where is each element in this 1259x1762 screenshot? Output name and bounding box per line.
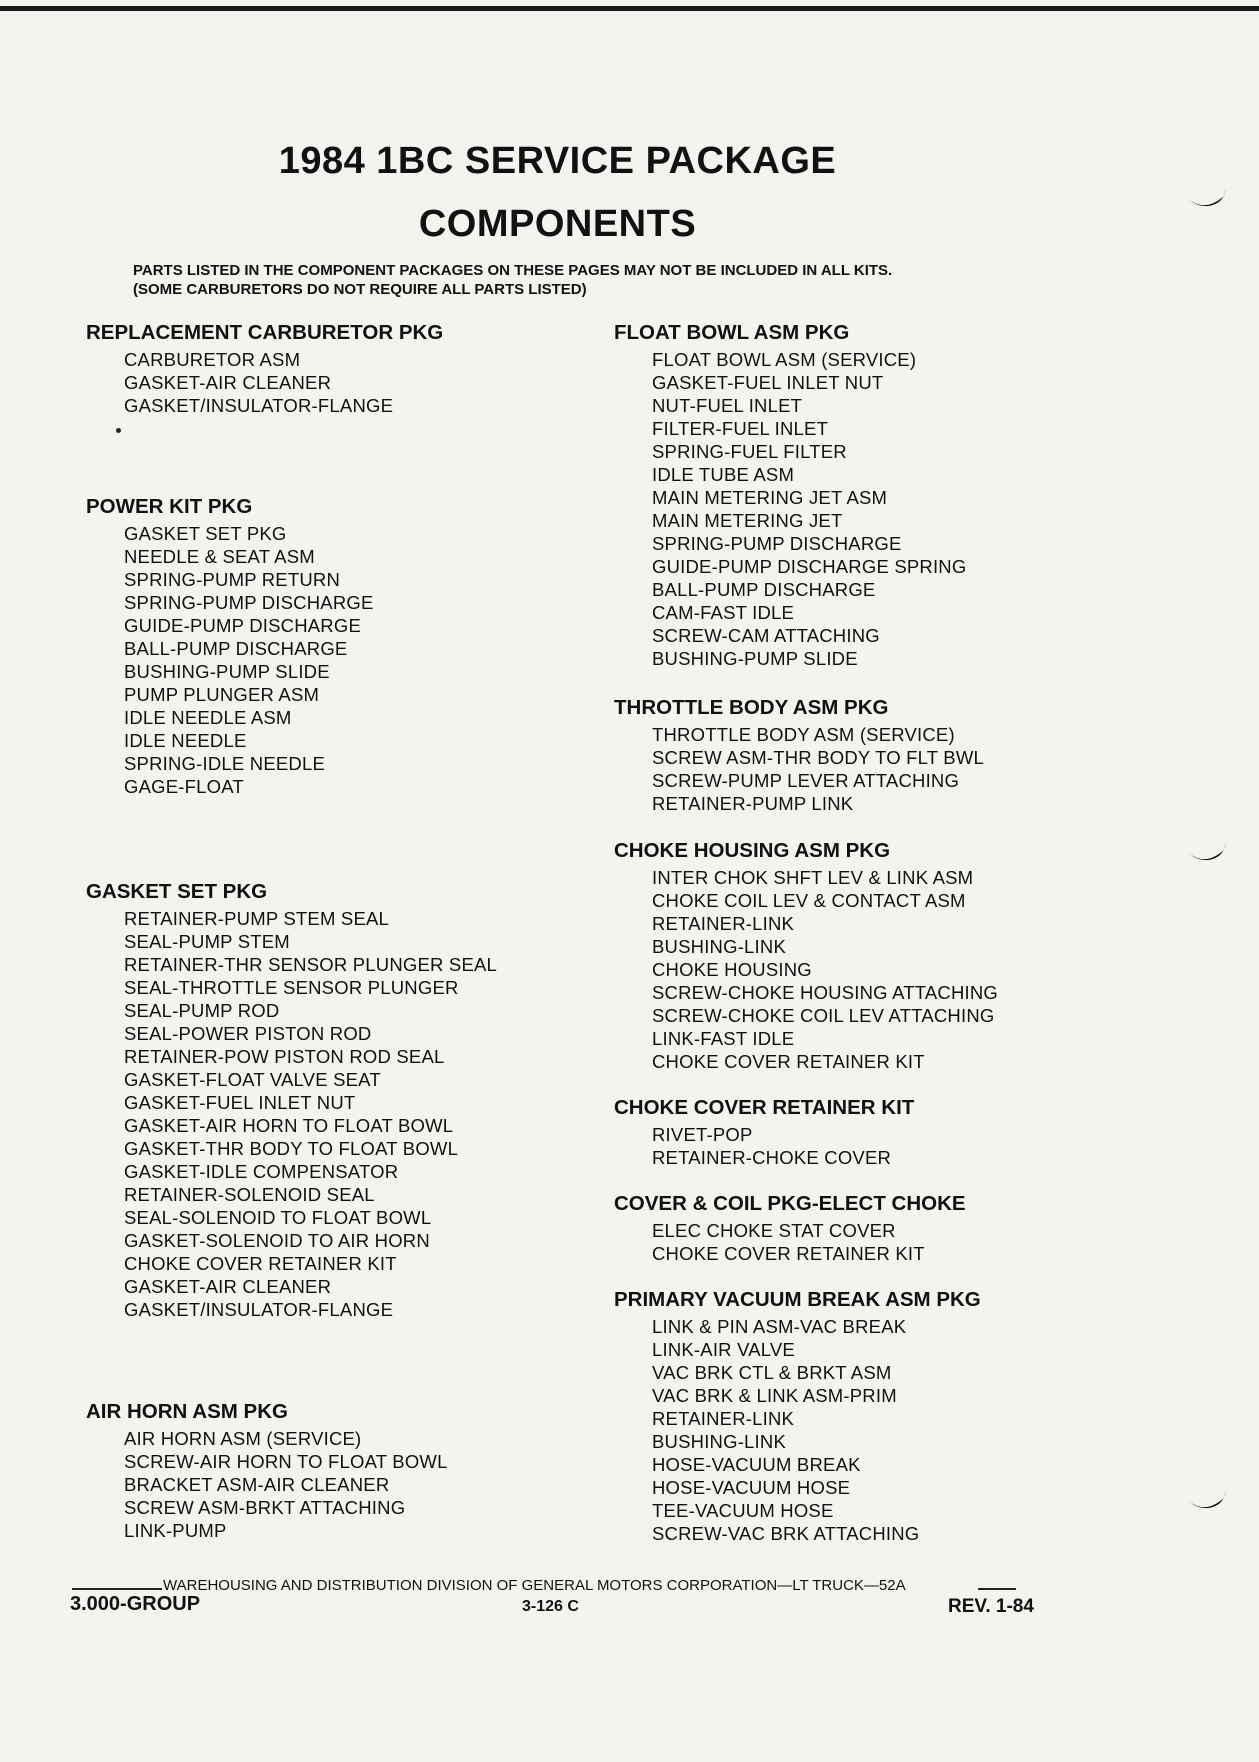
parts-list [86,907,497,1321]
part-item: CHOKE COIL LEV & CONTACT ASM [652,890,966,911]
part-item: SEAL-POWER PISTON ROD [124,1023,372,1044]
parts-notice [133,261,892,299]
part-item: LINK-PUMP [124,1520,227,1541]
part-item: GAGE-FLOAT [124,776,244,797]
package-choke-cover-retainer [614,1093,914,1169]
part-item: MAIN METERING JET [652,510,843,531]
part-item: SCREW ASM-BRKT ATTACHING [124,1497,406,1518]
part-item: SEAL-SOLENOID TO FLOAT BOWL [124,1207,432,1228]
part-item: FLOAT BOWL ASM (SERVICE) [652,349,917,370]
part-item: TEE-VACUUM HOSE [652,1500,834,1521]
part-item: GUIDE-PUMP DISCHARGE SPRING [652,556,967,577]
parts-list [614,1315,981,1545]
part-item: RETAINER-CHOKE COVER [652,1147,892,1168]
package-title: THROTTLE BODY ASM PKG [614,696,889,719]
package-title: CHOKE COVER RETAINER KIT [614,1096,915,1119]
package-title: FLOAT BOWL ASM PKG [614,321,850,344]
parts-list [614,1219,966,1265]
parts-list [86,348,443,417]
part-item: GASKET-THR BODY TO FLOAT BOWL [124,1138,459,1159]
part-item: CHOKE COVER RETAINER KIT [652,1051,925,1072]
part-item: ELEC CHOKE STAT COVER [652,1220,896,1241]
binder-hole-mark-middle [1188,840,1228,866]
part-item: RETAINER-POW PISTON ROD SEAL [124,1046,445,1067]
part-item: NUT-FUEL INLET [652,395,803,416]
part-item: THROTTLE BODY ASM (SERVICE) [652,724,955,745]
part-item: BUSHING-LINK [652,1431,786,1452]
parts-list [614,866,998,1073]
part-item: RETAINER-LINK [652,1408,795,1429]
part-item: SPRING-PUMP DISCHARGE [124,592,374,613]
parts-list [86,1427,448,1542]
footer-revision: REV. 1-84 [948,1596,1034,1617]
binder-hole-mark-top [1188,186,1228,212]
part-item: GASKET-FUEL INLET NUT [124,1092,356,1113]
part-item: GASKET SET PKG [124,523,287,544]
part-item: CAM-FAST IDLE [652,602,795,623]
package-title: POWER KIT PKG [86,495,253,518]
package-title: REPLACEMENT CARBURETOR PKG [86,321,444,344]
part-item: GASKET-AIR CLEANER [124,1276,332,1297]
part-item: GASKET/INSULATOR-FLANGE [124,395,394,416]
part-item: INTER CHOK SHFT LEV & LINK ASM [652,867,974,888]
package-cover-coil-elect-choke [614,1189,966,1265]
package-choke-housing [614,836,998,1073]
part-item: SPRING-PUMP RETURN [124,569,341,590]
part-item: SCREW-CAM ATTACHING [652,625,880,646]
part-item: IDLE NEEDLE ASM [124,707,292,728]
part-item: GASKET-FLOAT VALVE SEAT [124,1069,381,1090]
part-item: SPRING-IDLE NEEDLE [124,753,325,774]
part-item: BUSHING-PUMP SLIDE [124,661,330,682]
part-item: RETAINER-LINK [652,913,795,934]
part-item: RETAINER-PUMP LINK [652,793,854,814]
part-item: LINK & PIN ASM-VAC BREAK [652,1316,907,1337]
part-item: IDLE TUBE ASM [652,464,795,485]
part-item: AIR HORN ASM (SERVICE) [124,1428,362,1449]
part-item: GASKET-AIR HORN TO FLOAT BOWL [124,1115,454,1136]
part-item: SCREW-AIR HORN TO FLOAT BOWL [124,1451,448,1472]
part-item: PUMP PLUNGER ASM [124,684,320,705]
package-float-bowl [614,318,966,670]
part-item: RETAINER-THR SENSOR PLUNGER SEAL [124,954,498,975]
part-item: RETAINER-SOLENOID SEAL [124,1184,375,1205]
part-item: RETAINER-PUMP STEM SEAL [124,908,390,929]
part-item: NEEDLE & SEAT ASM [124,546,315,567]
package-title: GASKET SET PKG [86,880,268,903]
part-item: SCREW-PUMP LEVER ATTACHING [652,770,960,791]
bullet-mark [116,428,121,433]
parts-list [614,1123,914,1169]
footer-division: WAREHOUSING AND DISTRIBUTION DIVISION OF GENERAL MOTORS CORPORATION—LT TRUCK—52A [163,1577,906,1594]
notice-line-1: PARTS LISTED IN THE COMPONENT PACKAGES ON THESE PAGES MAY NOT BE INCLUDED IN ALL KITS. [133,262,893,279]
part-item: CHOKE COVER RETAINER KIT [124,1253,397,1274]
part-item: HOSE-VACUUM HOSE [652,1477,851,1498]
part-item: HOSE-VACUUM BREAK [652,1454,861,1475]
part-item: SPRING-FUEL FILTER [652,441,847,462]
package-gasket-set [86,877,497,1321]
part-item: GASKET-IDLE COMPENSATOR [124,1161,399,1182]
footer-rule-right [978,1588,1016,1590]
part-item: RIVET-POP [652,1124,753,1145]
part-item: BALL-PUMP DISCHARGE [652,579,876,600]
part-item: SPRING-PUMP DISCHARGE [652,533,902,554]
package-title: PRIMARY VACUUM BREAK ASM PKG [614,1288,981,1311]
part-item: MAIN METERING JET ASM [652,487,888,508]
part-item: FILTER-FUEL INLET [652,418,829,439]
part-item: GASKET/INSULATOR-FLANGE [124,1299,394,1320]
part-item: SEAL-PUMP STEM [124,931,290,952]
footer-page-number: 3-126 C [522,1598,579,1615]
part-item: CHOKE HOUSING [652,959,812,980]
page-subtitle: COMPONENTS [418,203,697,245]
part-item: LINK-FAST IDLE [652,1028,795,1049]
part-item: GASKET-FUEL INLET NUT [652,372,884,393]
part-item: BALL-PUMP DISCHARGE [124,638,348,659]
parts-list [614,723,984,815]
part-item: BUSHING-PUMP SLIDE [652,648,858,669]
package-title: COVER & COIL PKG-ELECT CHOKE [614,1192,966,1215]
package-primary-vacuum-break [614,1285,981,1545]
part-item: VAC BRK CTL & BRKT ASM [652,1362,892,1383]
package-title: AIR HORN ASM PKG [86,1400,288,1423]
parts-list [614,348,966,670]
part-item: SCREW-CHOKE COIL LEV ATTACHING [652,1005,995,1026]
part-item: GASKET-AIR CLEANER [124,372,332,393]
part-item: CHOKE COVER RETAINER KIT [652,1243,925,1264]
part-item: GASKET-SOLENOID TO AIR HORN [124,1230,430,1251]
part-item: SCREW ASM-THR BODY TO FLT BWL [652,747,984,768]
footer-group-number: 3.000-GROUP [70,1593,201,1615]
footer-rule-left [72,1588,162,1590]
package-power-kit [86,492,374,798]
binder-hole-mark-bottom [1188,1488,1228,1514]
part-item: SCREW-VAC BRK ATTACHING [652,1523,920,1544]
package-throttle-body [614,693,984,815]
top-border-rule [0,6,1259,11]
part-item: SCREW-CHOKE HOUSING ATTACHING [652,982,999,1003]
part-item: SEAL-THROTTLE SENSOR PLUNGER [124,977,459,998]
part-item: BUSHING-LINK [652,936,786,957]
part-item: GUIDE-PUMP DISCHARGE [124,615,361,636]
part-item: BRACKET ASM-AIR CLEANER [124,1474,390,1495]
package-air-horn [86,1397,448,1542]
notice-line-2: (SOME CARBURETORS DO NOT REQUIRE ALL PARTS LISTED) [133,281,587,298]
part-item: LINK-AIR VALVE [652,1339,795,1360]
page-title: 1984 1BC SERVICE PACKAGE [278,140,837,182]
part-item: IDLE NEEDLE [124,730,247,751]
part-item: CARBURETOR ASM [124,349,301,370]
part-item: SEAL-PUMP ROD [124,1000,280,1021]
package-replacement-carburetor [86,318,443,417]
parts-list [86,522,374,798]
package-title: CHOKE HOUSING ASM PKG [614,839,891,862]
part-item: VAC BRK & LINK ASM-PRIM [652,1385,897,1406]
